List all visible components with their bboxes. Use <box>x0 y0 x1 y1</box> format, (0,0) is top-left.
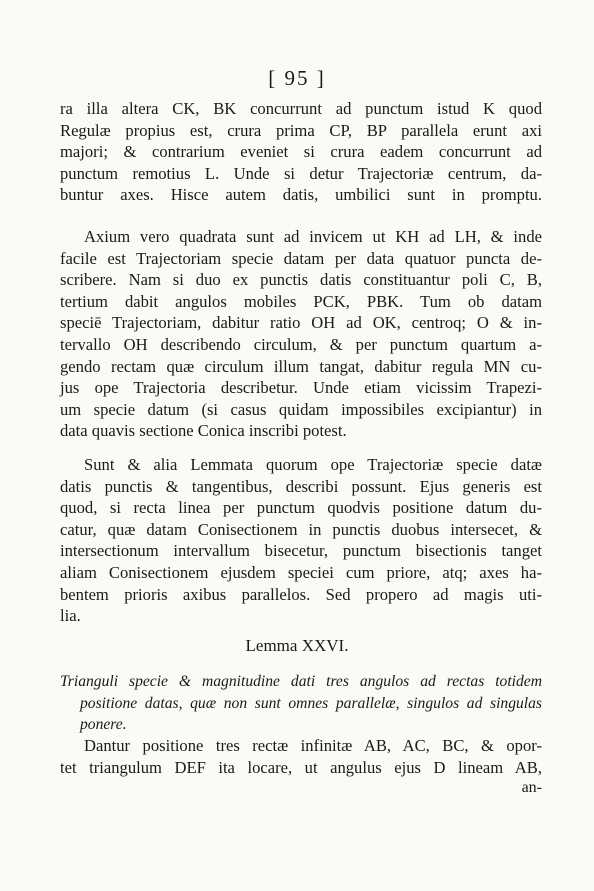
text-line: tervallo OH describendo circulum, & per punctum quartum a- <box>60 334 542 354</box>
text-line: majori; & contrarium eveniet si crura eadem concurrunt ad <box>60 142 542 162</box>
text-line: aliam Conisectionem ejusdem speciei cum priore, atq; axes ha- <box>60 562 542 582</box>
text-line: Axium vero quadrata sunt ad invicem ut KH ad LH, & inde <box>84 227 542 246</box>
text-line: Trianguli specie & magnitudine dati tres angulos ad rectas totidem <box>60 673 542 690</box>
text-line: tertium dabit angulos mobiles PCK, PBK. Tum ob datam <box>60 291 542 311</box>
text-line: tet triangulum DEF ita locare, ut angulus ejus D lineam AB, <box>60 757 542 777</box>
text-line: quod, si recta linea per punctum quodvis positione datum du- <box>60 498 542 518</box>
text-line: gendo rectam quæ circulum illum tangat, dabitur regula MN cu- <box>60 356 542 376</box>
text-line: Sunt & alia Lemmata quorum ope Trajectoriæ specie datæ <box>84 455 542 474</box>
text-line: catur, quæ datam Conisectionem in punctis duobus intersecet, & <box>60 519 542 539</box>
text-line: punctum remotius L. Unde si detur Trajectoriæ centrum, da- <box>60 163 542 183</box>
text-line: bentem prioris axibus parallelos. Sed propero ad magis uti- <box>60 584 542 604</box>
text-line: jus ope Trajectoria describetur. Unde etiam vicissim Trapezi- <box>60 378 542 398</box>
text-line: facile est Trajectoriam specie datam per data quatuor puncta de- <box>60 248 542 268</box>
paragraph-4 <box>60 735 542 778</box>
text-line: datis punctis & tangentibus, describi possunt. Ejus generis est <box>60 476 542 496</box>
catchword: an- <box>521 779 542 796</box>
text-line: ponere. <box>80 716 127 734</box>
text-line: intersectionum intervallum bisecetur, punctum bisectionis tanget <box>60 541 542 561</box>
paragraph-1 <box>60 98 542 206</box>
text-line: um specie datum (si casus quidam impossibiles excipiantur) in <box>60 399 542 419</box>
text-line: data quavis sectione Conica inscribi potest. <box>60 421 347 441</box>
lemma-heading: Lemma XXVI. <box>245 636 349 655</box>
text-line: ra illa altera CK, BK concurrunt ad punctum istud K quod <box>60 99 542 118</box>
text-line: Dantur positione tres rectæ infinitæ AB, AC, BC, & opor- <box>84 736 542 755</box>
text-line: lia. <box>60 606 81 626</box>
text-line: speciē Trajectoriam, dabitur ratio OH ad OK, centroq; O & in- <box>60 313 542 333</box>
text-line: buntur axes. Hisce autem datis, umbilici sunt in promptu. <box>60 185 542 205</box>
paragraph-2 <box>60 226 542 442</box>
page-number: [ 95 ] <box>268 66 326 90</box>
text-line: Regulæ propius est, crura prima CP, BP parallela erunt axi <box>60 120 542 140</box>
text-line: positione datas, quæ non sunt omnes parallelæ, singulos ad singulas <box>80 694 542 712</box>
paragraph-3 <box>60 454 542 627</box>
lemma-statement <box>60 671 542 736</box>
text-line: scribere. Nam si duo ex punctis datis constituantur poli C, B, <box>60 270 542 290</box>
